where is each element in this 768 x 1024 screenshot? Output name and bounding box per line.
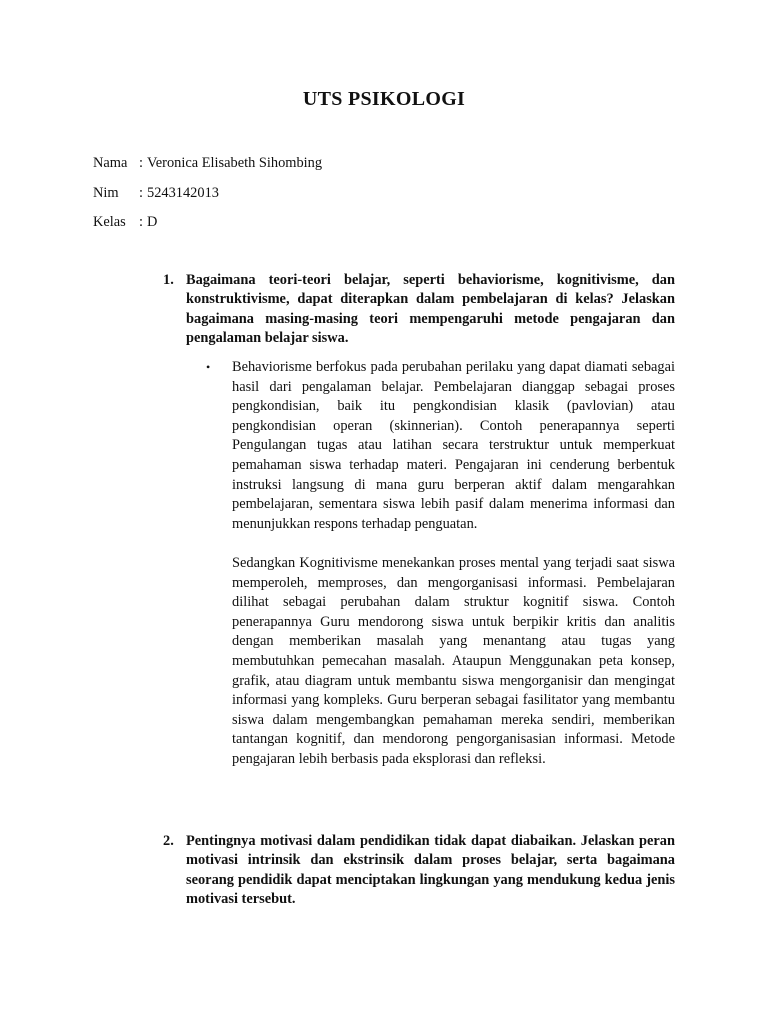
question-1: [163, 271, 675, 349]
question-2: [163, 832, 675, 910]
info-separator: :: [139, 184, 143, 201]
answer-1: [206, 358, 675, 789]
question-number: 1.: [163, 272, 174, 288]
answer-paragraph-cognitivism: Sedangkan Kognitivisme menekankan proses mental yang terjadi saat siswa memperoleh, memproses, dan mengorganisasi informasi. Pembelajaran dilihat sebagai perubahan dalam struktur kognitif siswa. Contoh penerapannya Guru mendorong siswa untuk berpikir kritis dan analitis dengan memberikan masalah yang menantang atau tugas yang membutuhkan pemecahan masalah. Ataupun Menggunakan peta konsep, grafik, atau diagram untuk membantu siswa mengorganisir dan mengingat informasi yang kompleks. Guru berperan sebagai fasilitator yang membantu siswa dalam mengembangkan pemahaman mereka sendiri, memberikan tantangan kognitif, dan mendorong pengorganisasian informasi. Metode pengajaran lebih berbasis pada eksplorasi dan refleksi.: [232, 554, 675, 767]
question-text: Pentingnya motivasi dalam pendidikan tidak dapat diabaikan. Jelaskan peran motivasi intrinsik dan ekstrinsik dalam proses belajar, serta bagaimana seorang pendidik dapat menciptakan lingkungan yang mendukung kedua jenis motivasi tersebut.: [186, 833, 675, 908]
info-separator: :: [139, 155, 143, 171]
question-text: Bagaimana teori-teori belajar, seperti behaviorisme, kognitivisme, dan konstruktivisme, dapat diterapkan dalam pembelajaran di kelas? Jelaskan bagaimana masing-masing teori mempengaruhi metode pengajaran dan pengalaman belajar siswa.: [186, 272, 675, 347]
info-value-nim: 5243142013: [147, 184, 219, 201]
info-row-nim: [93, 183, 322, 213]
info-label: Kelas: [93, 214, 126, 230]
question-number: 2.: [163, 833, 174, 849]
info-value-class: D: [147, 214, 158, 230]
info-label: Nama: [93, 155, 128, 171]
answer-paragraph-behaviorism: Behaviorisme berfokus pada perubahan perilaku yang dapat diamati sebagai hasil dari pengalaman belajar. Pembelajaran dianggap sebagai proses pengkondisian, baik itu pengkondisian klasik (pavlovian) atau pengkondisian operan (skinnerian). Contoh penerapannya seperti Pengulangan tugas atau latihan secara terstruktur untuk memperkuat pemahaman siswa terhadap materi. Pengajaran ini cenderung berbentuk instruksi langsung di mana guru berperan aktif dalam mengarahkan pembelajaran, sementara siswa lebih pasif dalam menerima informasi dan menunjukkan respons terhadap penguatan.: [232, 359, 675, 532]
info-separator: :: [139, 214, 143, 230]
info-value-name: Veronica Elisabeth Sihombing: [147, 155, 323, 171]
student-info: [93, 153, 322, 242]
info-label: Nim: [93, 184, 119, 201]
info-row-name: [93, 153, 322, 183]
bullet-icon: •: [206, 360, 211, 374]
answer-body: [232, 358, 675, 789]
document-title: UTS PSIKOLOGI: [302, 88, 466, 110]
info-row-class: [93, 212, 322, 242]
